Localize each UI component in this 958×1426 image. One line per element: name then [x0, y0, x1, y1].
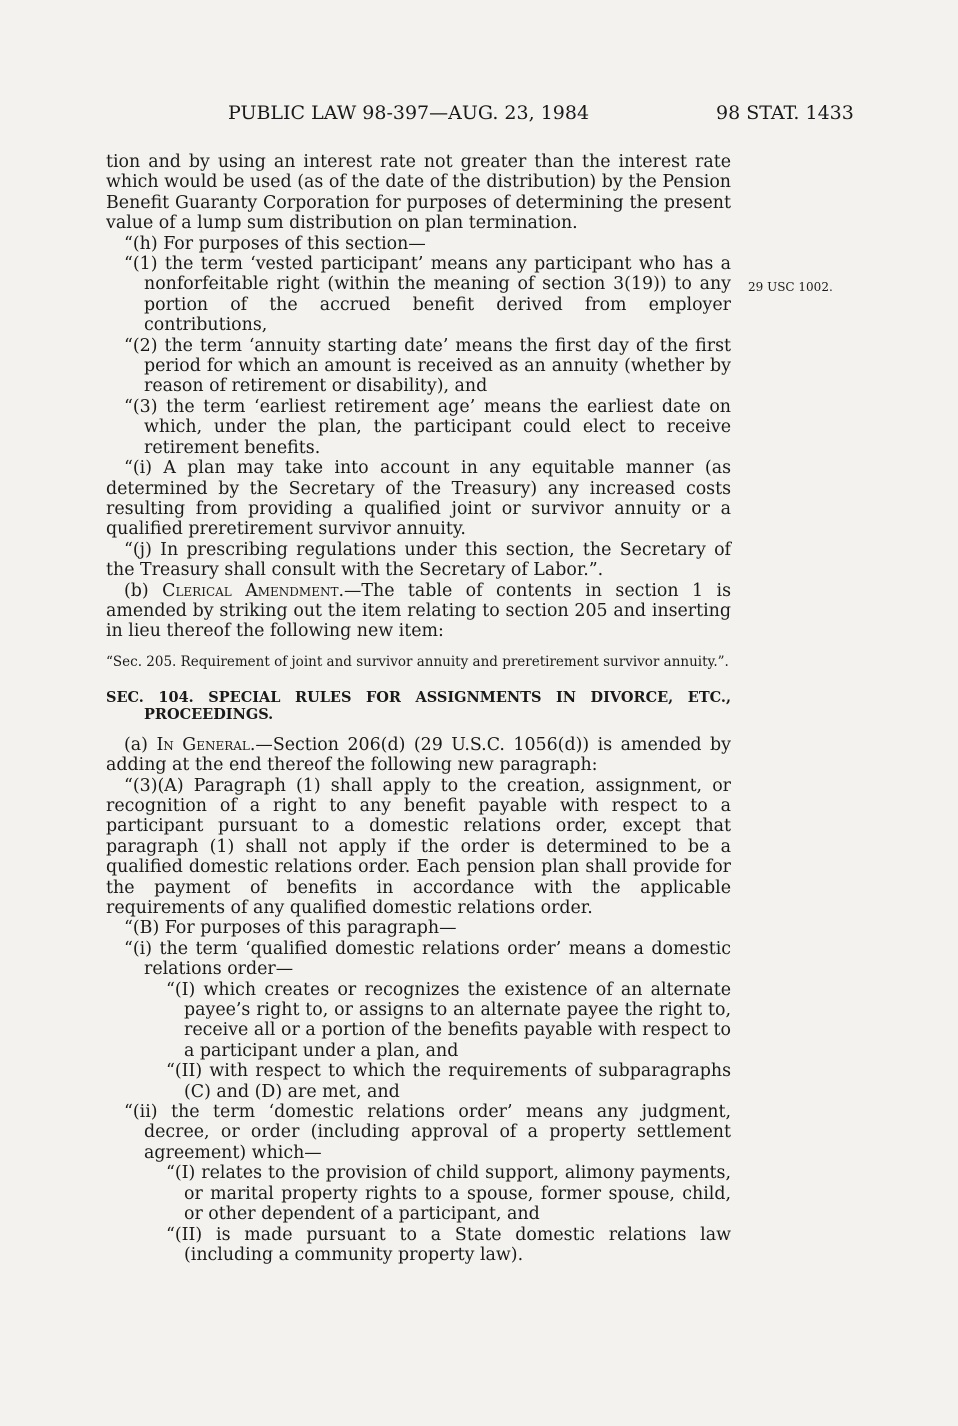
- clerical-heading: Clerical Amendment.: [162, 580, 344, 601]
- paragraph-B-i-I: “(I) which creates or recognizes the existence of an alternate payee’s right to, or assigns to an alternate payee the right to, receive all or a portion of the benefits payable with respect to a participant under a plan, and: [166, 979, 731, 1061]
- paragraph-h: “(h) For purposes of this section—: [124, 233, 426, 254]
- in-general-text: —Section 206(d) (29 U.S.C. 1056(d)) is amended by adding at the end thereof the following new paragraph:: [106, 734, 731, 776]
- clerical-lead: (b): [124, 580, 163, 601]
- in-general-lead: (a): [124, 734, 157, 755]
- paragraph-i: “(i) A plan may take into account in any equitable manner (as determined by the Secretary of the Treasury) any increased costs resulting from providing a qualified joint or survivor annuity or a qualified preretirement survivor annuity.: [106, 458, 731, 540]
- paragraph-j: “(j) In prescribing regulations under this section, the Secretary of the Treasury shall consult with the Secretary of Labor.”.: [106, 539, 731, 581]
- paragraph-in-general: [106, 735, 731, 776]
- table-of-contents-item: “Sec. 205. Requirement of joint and survivor annuity and preretirement survivor annuity.”.: [106, 653, 729, 670]
- header-page-number: 98 STAT. 1433: [716, 102, 854, 124]
- paragraph-continuation: tion and by using an interest rate not greater than the interest rate which would be used (as of the date of the distribution) by the Pension Benefit Guaranty Corporation for purposes of determining the present value of a lump sum distribution on plan termination.: [106, 152, 731, 234]
- paragraph-B-i: “(i) the term ‘qualified domestic relations order’ means a domestic relations order—: [124, 938, 731, 980]
- section-heading: SEC. 104. SPECIAL RULES FOR ASSIGNMENTS IN DIVORCE, ETC., PROCEEDINGS.: [106, 688, 731, 723]
- paragraph-B-ii-II: “(II) is made pursuant to a State domestic relations law (including a community property law).: [166, 1224, 731, 1265]
- header-title: PUBLIC LAW 98-397—AUG. 23, 1984: [228, 102, 590, 124]
- paragraph-clerical-amendment: [106, 581, 731, 642]
- paragraph-h-1: “(1) the term ‘vested participant’ means any participant who has a nonforfeitable right (within the meaning of section 3(19)) to any portion of the accrued benefit derived from employer contributions,: [124, 254, 731, 336]
- running-header: [0, 102, 958, 132]
- paragraph-h-3: “(3) the term ‘earliest retirement age’ means the earliest date on which, under the plan, the participant could elect to receive retirement benefits.: [124, 396, 731, 458]
- paragraph-B: “(B) For purposes of this paragraph—: [124, 918, 457, 939]
- margin-citation: 29 USC 1002.: [748, 280, 833, 294]
- in-general-heading: In General.: [156, 734, 256, 755]
- body-text: [106, 152, 731, 1265]
- paragraph-B-ii-I: “(I) relates to the provision of child support, alimony payments, or marital property rights to a spouse, former spouse, child, or other dependent of a participant, and: [166, 1163, 731, 1225]
- paragraph-3A: “(3)(A) Paragraph (1) shall apply to the creation, assignment, or recognition of a right to any benefit payable with respect to a participant pursuant to a domestic relations order, except that paragraph (1) shall not apply if the order is determined to be a qualified domestic relations order. Each pension plan shall provide for the payment of benefits in accordance with the applicable requirements of any qualified domestic relations order.: [106, 775, 731, 918]
- paragraph-B-ii: “(ii) the term ‘domestic relations order’ means any judgment, decree, or order (including approval of a property settlement agreement) which—: [124, 1102, 731, 1163]
- paragraph-B-i-II: “(II) with respect to which the requirements of subparagraphs (C) and (D) are met, and: [166, 1061, 731, 1102]
- clerical-text: —The table of contents in section 1 is amended by striking out the item relating to section 205 and inserting in lieu thereof the following new item:: [106, 580, 731, 642]
- paragraph-h-2: “(2) the term ‘annuity starting date’ means the first day of the first period for which an amount is received as an annuity (whether by reason of retirement or disability), and: [124, 335, 731, 397]
